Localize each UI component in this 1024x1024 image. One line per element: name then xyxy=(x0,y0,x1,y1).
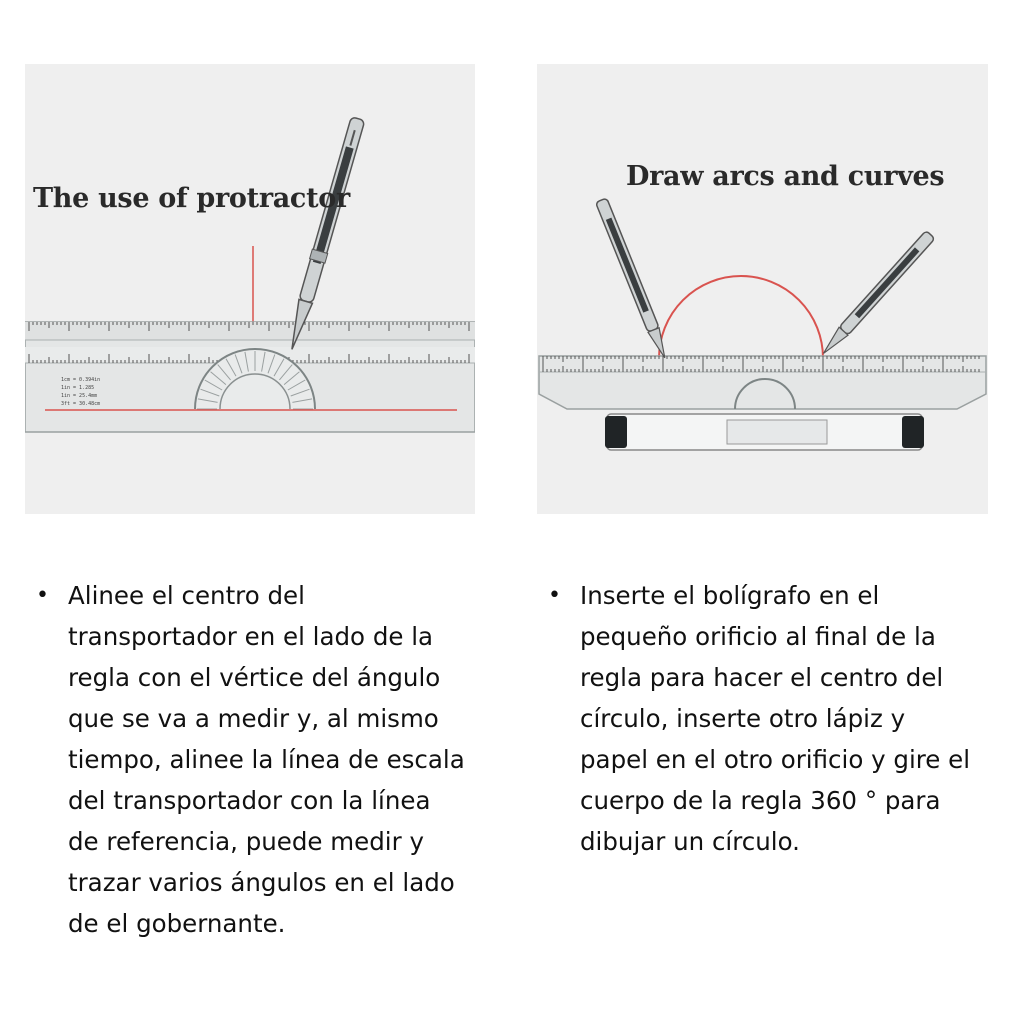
conversion-line: 3ft = 30.48cm xyxy=(61,401,101,407)
bullet-icon: • xyxy=(548,583,561,608)
protractor-ruler-drawing xyxy=(25,64,475,514)
arcs-description xyxy=(548,575,1008,862)
description-line: dibujar un círculo. xyxy=(580,827,800,856)
description-line: regla para hacer el centro del xyxy=(580,663,944,692)
description-line: tiempo, alinee la línea de escala xyxy=(68,745,465,774)
ruler-conversion-label xyxy=(61,376,100,408)
description-line: papel en el otro orificio y gire el xyxy=(580,745,971,774)
description-line: círculo, inserte otro lápiz y xyxy=(580,704,906,733)
description-line: trazar varios ángulos en el lado xyxy=(68,868,455,897)
bullet-icon: • xyxy=(36,583,49,608)
arcs-curves-illustration xyxy=(537,64,988,514)
description-line: de el gobernante. xyxy=(68,909,286,938)
description-bullet-item xyxy=(36,575,496,944)
description-line: cuerpo de la regla 360 ° para xyxy=(580,786,941,815)
description-line: pequeño orificio al final de la xyxy=(580,622,936,651)
conversion-line: 1cm = 0.394in xyxy=(61,377,101,383)
protractor-description xyxy=(36,575,496,944)
arc-ruler-drawing xyxy=(537,64,988,514)
arcs-caption: Draw arcs and curves xyxy=(626,161,945,192)
description-line: Alinee el centro del xyxy=(68,581,305,610)
protractor-illustration xyxy=(25,64,475,514)
description-line: regla con el vértice del ángulo xyxy=(68,663,441,692)
description-line: Inserte el bolígrafo en el xyxy=(580,581,880,610)
conversion-line: 1in = 1.285 xyxy=(61,385,95,391)
description-line: de referencia, puede medir y xyxy=(68,827,424,856)
description-line: transportador en el lado de la xyxy=(68,622,434,651)
description-line: que se va a medir y, al mismo xyxy=(68,704,439,733)
description-line: del transportador con la línea xyxy=(68,786,431,815)
description-bullet-item xyxy=(548,575,1008,862)
protractor-caption: The use of protractor xyxy=(33,183,350,214)
conversion-line: 1in = 25.4mm xyxy=(61,393,98,399)
